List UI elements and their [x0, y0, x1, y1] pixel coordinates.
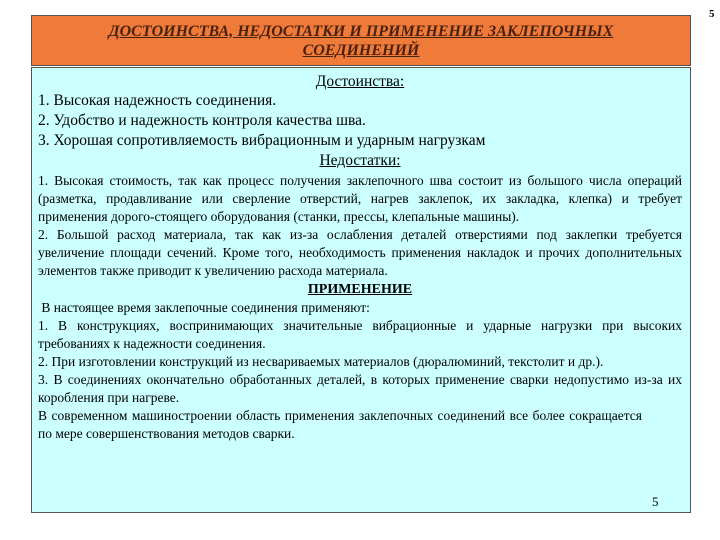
- advantage-item-2: 2. Удобство и надежность контроля качества шва.: [38, 112, 366, 129]
- advantage-item-3: 3. Хорошая сопротивляемость вибрационным и ударным нагрузкам: [38, 132, 486, 149]
- application-intro: В настоящее время заклепочные соединения применяют:: [38, 300, 370, 315]
- content-panel: [31, 67, 691, 513]
- application-item-1: 1. В конструкциях, воспринимающих значительные вибрационные и ударные нагрузки при высоких требованиях к надежности соединения.: [38, 318, 682, 351]
- advantages-heading: Достоинства:: [315, 73, 405, 90]
- page-number: 5: [652, 494, 659, 509]
- slide-title: [81, 22, 641, 60]
- disadvantages-heading: Недостатки:: [319, 152, 401, 169]
- disadvantage-item-1: 1. Высокая стоимость, так как процесс получения заклепочного шва состоит из большого числа операций (разметка, продавливание или сверление отверстий, нагрев заклепок, их закладка, клепка) и требует применения дорого-стоящего оборудования (станки, прессы, клепальные машины).: [38, 173, 682, 224]
- application-heading: ПРИМЕНЕНИЕ: [307, 282, 413, 297]
- application-item-3: 3. В соединениях окончательно обработанных деталей, в которых применение сварки недопустимо из-за их коробления при нагреве.: [38, 372, 682, 405]
- slide-title-line1: ДОСТОИНСТВА, НЕДОСТАТКИ И ПРИМЕНЕНИЕ ЗАКЛЕПОЧНЫХ: [108, 22, 614, 40]
- application-closing: В современном машиностроении область применения заклепочных соединений все более сокращается по мере совершенствования методов сварки.: [38, 408, 642, 441]
- disadvantage-item-2: 2. Большой расход материала, так как из-за ослабления деталей отверстиями под заклепки требуется увеличение площади сечений. Кроме того, необходимость применения накладок и прочих дополнительных элементов также приводит к увеличению расхода материала.: [38, 227, 682, 278]
- corner-page-number: 5: [709, 8, 715, 20]
- advantage-item-1: 1. Высокая надежность соединения.: [38, 92, 277, 109]
- application-item-2: 2. При изготовлении конструкций из несвариваемых материалов (дюралюминий, текстолит и др.).: [38, 354, 604, 369]
- slide-title-line2: СОЕДИНЕНИЙ: [302, 41, 420, 59]
- slide-title-box: [31, 15, 691, 66]
